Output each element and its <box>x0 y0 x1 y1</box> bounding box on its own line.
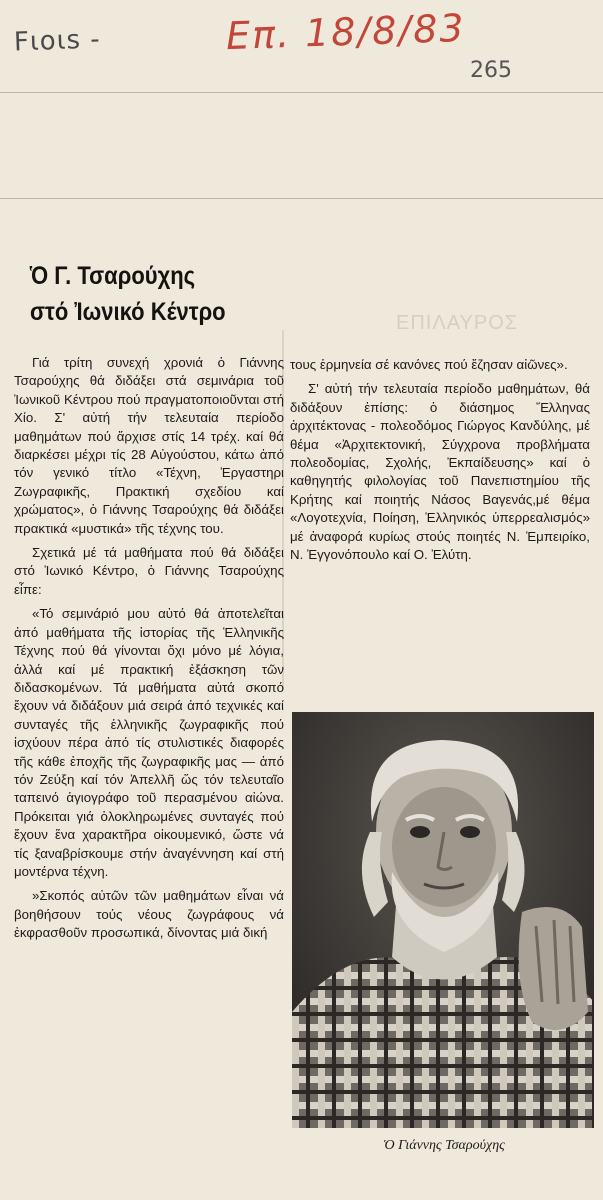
paragraph: «Τό σεμινάριό μου αὐτό θά ἀποτελεῖται ἀπό μαθήματα τῆς ἱστορίας τῆς Ἑλληνικῆς Τέχνης πού θά γίνονται ὄχι μόνο μέ λόγια, ἀλλά καί μέ πρακτική ἐξάσκηση τῶν διδασκομένων. Τά μαθήματα αὐτά σκοπό ἔχουν νά διδάξουν μιά σειρά ἀπό τεχνικές καί συνταγές τῆς ἑλληνικῆς ζωγραφικῆς πού ἰσχύουν πέρα ἀπό τίς στυλιστικές διαφορές τῆς κάθε ἐποχῆς τῆς ζωγραφικῆς μας — ἀπό τόν Ζεύξη καί τόν Ἀπελλῆ ὥς τόν τελευταῖο ταπεινό ἁγιογράφο τοῦ περασμένου αἰώνα. Πρόκειται γιά ὁλοκληρωμένες συνταγές πού ἔχουν ἕνα χαρακτῆρα οἰκουμενικό, ὥστε νά τίς ξαναβρίσκουμε στήν ἀναγέννηση καί στή μοντέρνα τέχνη. <box>14 606 284 879</box>
headline-line-1: Ὁ Γ. Τσαρούχης <box>30 262 196 290</box>
article-headline <box>30 258 250 330</box>
portrait-illustration <box>292 712 594 1128</box>
handwritten-page-number: 265 <box>470 58 512 83</box>
headline-line-2: στό Ἰωνικό Κέντρο <box>30 298 226 326</box>
portrait-photo <box>292 712 594 1128</box>
paragraph: Σ' αὐτή τήν τελευταία περίοδο μαθημάτων, θά διδάξουν ἐπίσης: ὁ διάσημος Ἕλληνας ἀρχιτέκτονας - πολεοδόμος Γιώργος Κανδύλης, μέ θέμα «Ἀρχιτεκτονική, Σύγχρονα προβλήματα πολεοδομίας, Σχολής, Ἐκπαίδευσης» καί ὁ καθηγητής φιλολογίας τοῦ Πανεπιστημίου τῆς Κρήτης καί ποιητής Νάσος Βαγενάς,μέ θέμα «Λογοτεχνία, Ποίηση, Ἑλληνικός ὑπερρεαλισμός» μέ ἀναφορά κυρίως στούς ποιητές Ν. Ἐμπειρίκο, Ν. Ἐγγονόπουλο καί Ο. Ἐλύτη. <box>290 381 590 563</box>
bleed-through-text: ΕΠΙΛΑΥΡΟΣ <box>396 312 519 334</box>
paragraph: Γιά τρίτη συνεχή χρονιά ὁ Γιάννης Τσαρούχης θά διδάξει στά σεμινάρια τοῦ Ἰωνικοῦ Κέντρου πού πραγματοποιοῦνται στή Χίο. Σ' αὐτή τήν τελευταία περίοδο μαθημάτων πού ἄρχισε στίς 14 τρέχ. καί θά διαρκέσει μέχρι τίς 28 Αὐγούστου, κάτω ἀπό τόν γενικό τίτλο «Τέχνη, Ἐργαστηρι Ζωγραφικῆς, Πρακτική σχεδίου καί χρώματος», ὁ Γιάννης Τσαρούχης θά διδάξει πρακτικά «μυστικά» τῆς τέχνης του. <box>14 355 284 536</box>
paragraph: τους ἑρμηνεία σέ κανόνες πού ἔζησαν αἰῶνες». <box>290 357 568 372</box>
article-column-right <box>290 356 590 570</box>
photo-caption: Ὁ Γιάννης Τσαρούχης <box>383 1138 505 1153</box>
article-column-left <box>14 354 284 949</box>
paragraph: »Σκοπός αὐτῶν τῶν μαθημάτων εἶναι νά βοηθήσουν τούς νέους ζωγράφους νά ἐκφρασθοῦν προσωπικά, δίνοντας μιά δική <box>14 888 284 941</box>
paragraph: Σχετικά μέ τά μαθήματα πού θά διδάξει στό Ἰωνικό Κέντρο, ὁ Γιάννης Τσαρούχης εἶπε: <box>14 545 284 597</box>
divider-line <box>0 92 603 93</box>
handwritten-note: Fιοιs - <box>13 24 102 58</box>
handwritten-date: Επ. 18/8/83 <box>225 5 467 59</box>
divider-line <box>0 198 603 199</box>
